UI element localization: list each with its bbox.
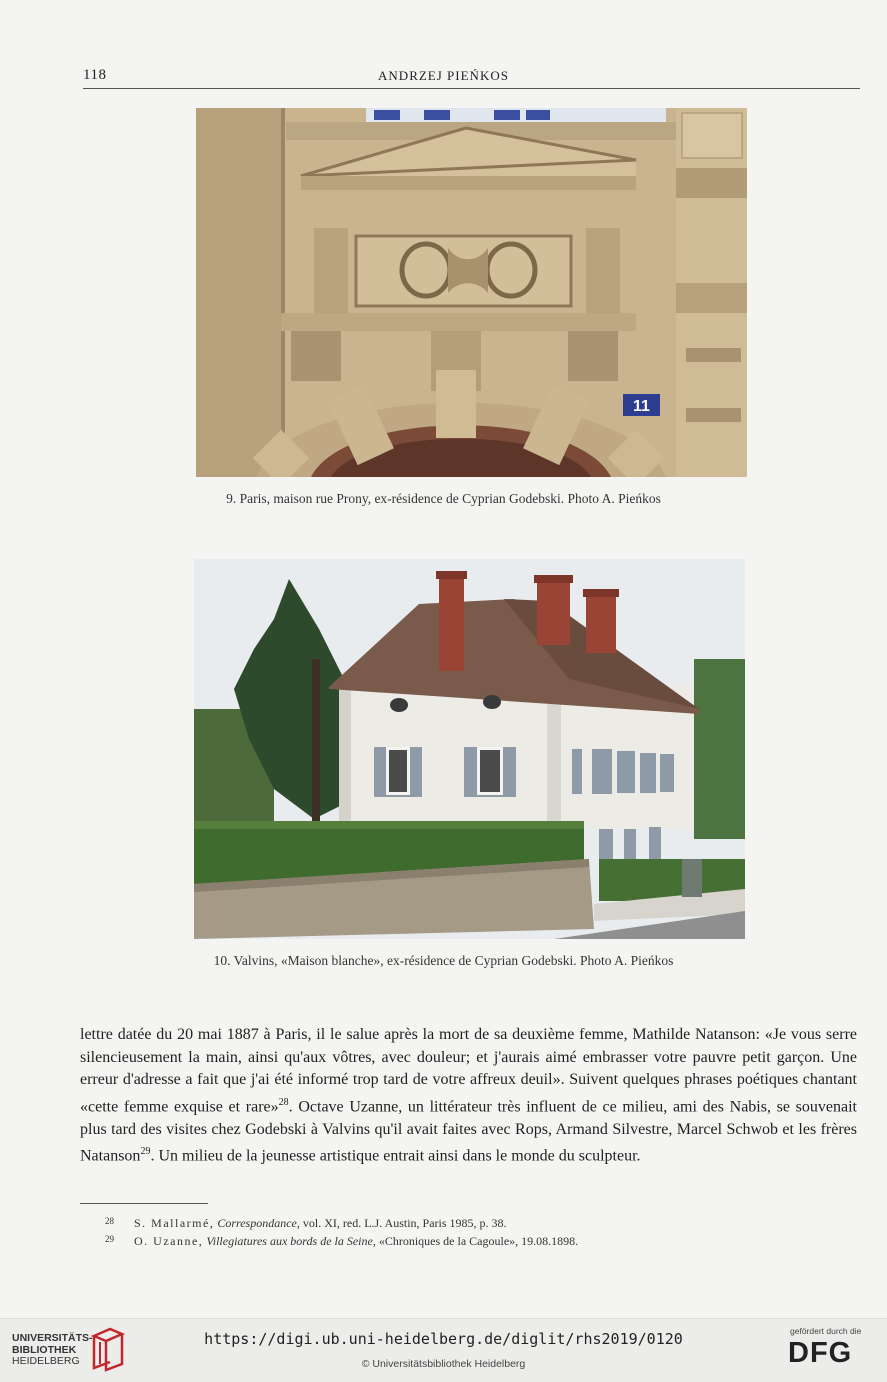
footnote-ref-29[interactable]: 29 bbox=[140, 1146, 151, 1158]
footnote-rule bbox=[80, 1203, 208, 1204]
footnote-number: 28 bbox=[105, 1216, 114, 1226]
figure-9-caption: 9. Paris, maison rue Prony, ex-résidence de Cyprian Godebski. Photo A. Pieńkos bbox=[226, 491, 661, 506]
house-number-text: 11 bbox=[633, 398, 650, 415]
dfg-logo[interactable]: DFG bbox=[788, 1337, 853, 1369]
header-rule bbox=[83, 88, 860, 89]
viewer-footer bbox=[0, 1318, 887, 1382]
library-name-line1: UNIVERSITÄTS- bbox=[12, 1332, 93, 1344]
footnote-number: 29 bbox=[105, 1234, 114, 1244]
footnote-author: S. Mallarmé, bbox=[134, 1216, 215, 1230]
paragraph-mid: . Octave Uzanne, un littérateur très influent de ce milieu, ami des Nabis, se souvenait plus tard des visites chez Godebski à Valvins qu'il avait faites avec Rops, Armand Silvestre, Marcel Schwob et les frères Natanson bbox=[80, 1098, 857, 1165]
figure-9-photo-doorway bbox=[196, 108, 747, 477]
library-name-line2: BIBLIOTHEK bbox=[12, 1343, 77, 1356]
running-header-author: ANDRZEJ PIEŃKOS bbox=[378, 68, 509, 83]
paragraph-end: . Un milieu de la jeunesse artistique entrait ainsi dans le monde du sculpteur. bbox=[150, 1147, 641, 1165]
footnote-28 bbox=[80, 1216, 860, 1231]
paragraph-start: lettre datée du 20 mai 1887 à Paris, il le salue après la mort de sa deuxième femme, Mathilde Natanson: «Je vous serre silencieusement la main, ainsi qu'aux vôtres, avec douleur; et j'aurais aimé embrasser votre pauvre petit garçon. Une erreur d'adresse a fait que j'ai été informé trop tard de votre affreux deuil». Suivent quelques phrases poétiques chantant «cette femme exquise et rare» bbox=[80, 1026, 857, 1116]
copyright-notice: © Universitätsbibliothek Heidelberg bbox=[361, 1358, 526, 1370]
footnote-ref-28[interactable]: 28 bbox=[278, 1096, 289, 1108]
figure-10-photo-house bbox=[194, 559, 745, 939]
document-url-link[interactable]: https://digi.ub.uni-heidelberg.de/diglit/rhs2019/0120 bbox=[204, 1330, 683, 1348]
footnote-rest: , vol. XI, red. L.J. Austin, Paris 1985, p. 38. bbox=[296, 1216, 507, 1230]
footnote-title: Correspondance bbox=[217, 1216, 297, 1230]
page-number: 118 bbox=[83, 67, 107, 83]
footnote-author: O. Uzanne, bbox=[134, 1234, 204, 1248]
funded-by-label: gefördert durch die bbox=[790, 1326, 862, 1336]
footnote-29 bbox=[80, 1234, 860, 1249]
footnote-title: Villegiatures aux bords de la Seine bbox=[206, 1234, 373, 1248]
footnote-rest: , «Chroniques de la Cagoule», 19.08.1898. bbox=[372, 1234, 579, 1248]
library-name-line3: HEIDELBERG bbox=[12, 1355, 80, 1367]
figure-10-caption: 10. Valvins, «Maison blanche», ex-résidence de Cyprian Godebski. Photo A. Pieńkos bbox=[213, 953, 674, 968]
body-paragraph bbox=[80, 1024, 857, 1168]
